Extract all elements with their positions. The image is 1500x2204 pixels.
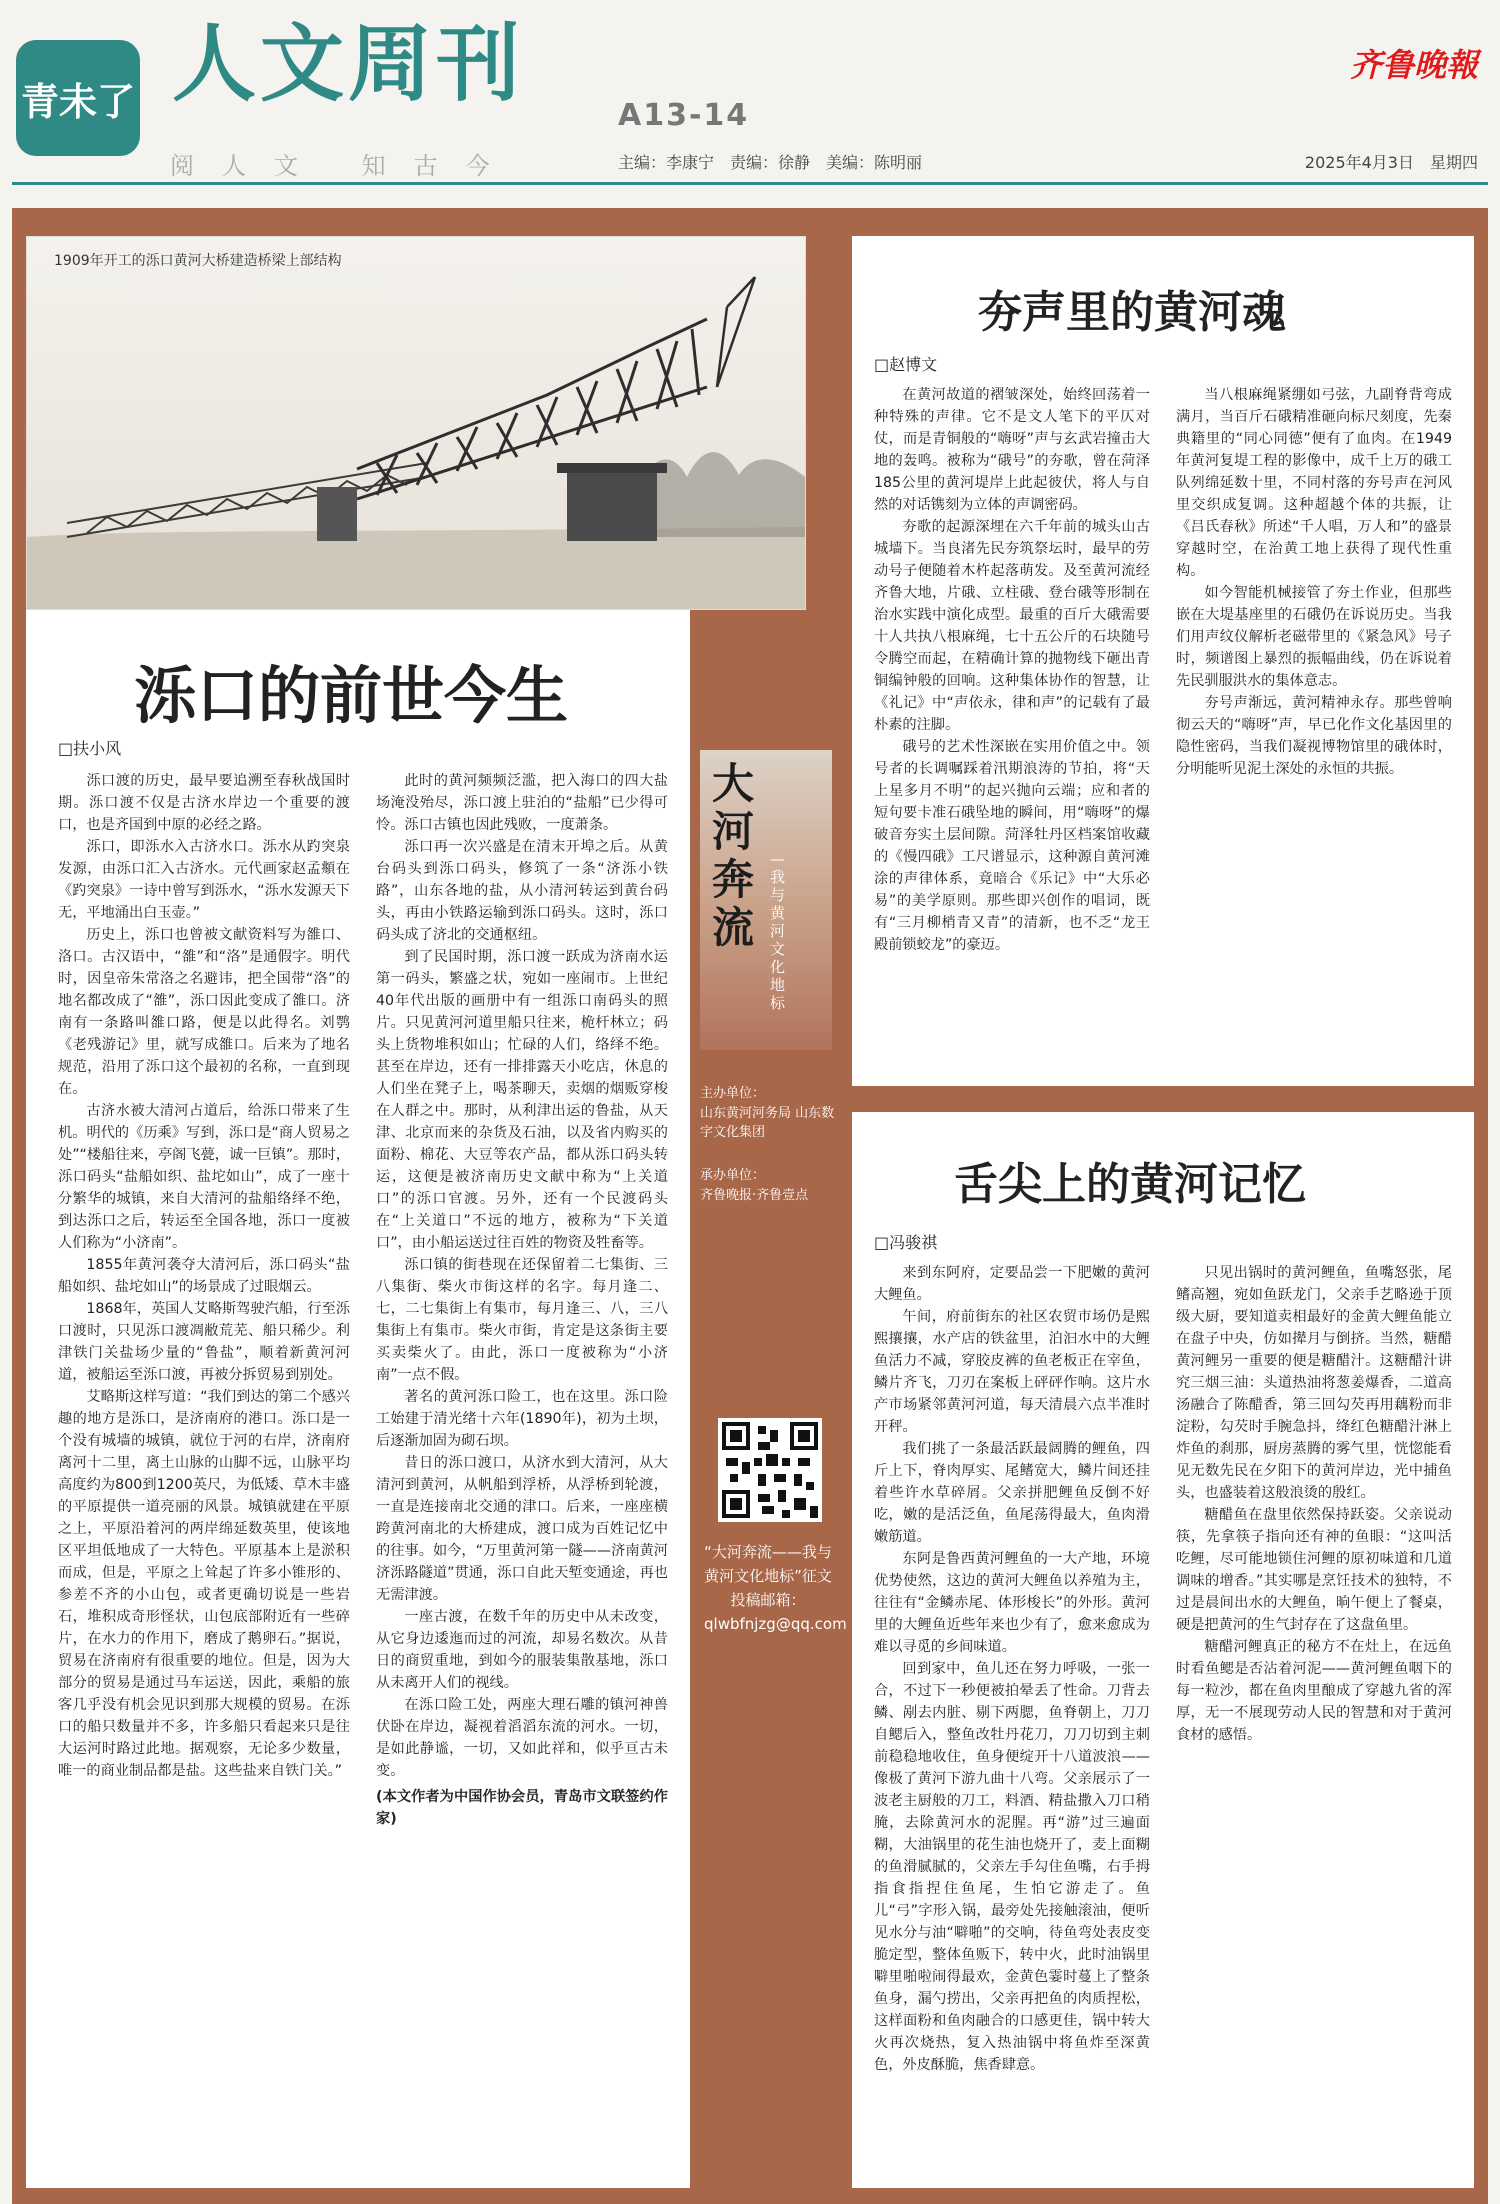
article-paragraph: 当八根麻绳紧绷如弓弦，九副脊背弯成满月，当百斤石硪精准砸向标尺刻度，先秦典籍里的“同心同德”便有了血肉。在1949年黄河复堤工程的影像中，成千上万的硪工队列绵延数十里，不同村落的夯号声在河风里交织成复调。这种超越个体的共振，让《吕氏春秋》所述“千人唱，万人和”的盛景穿越时空，在治黄工地上获得了现代性重构。 — [1176, 387, 1452, 579]
header-divider — [12, 182, 1488, 185]
article-paragraph: 夯歌的起源深埋在六千年前的城头山古城墙下。当良渚先民夯筑祭坛时，最早的劳动号子便随着木杵起落萌发。及至黄河流经齐鲁大地，片硪、立柱硪、登台硪等形制在治水实践中演化成型。最重的百斤大硪需要十人共执八根麻绳，七十五公斤的石块随号令腾空而起，在精确计算的抛物线下砸出青铜编钟般的回响。这种集体协作的智慧，让《礼记》中“声依永，律和声”的记载有了最朴素的注脚。 — [874, 519, 1150, 733]
page-number: A13-14 — [618, 98, 750, 133]
coorganizer-label: 承办单位： — [700, 1168, 766, 1183]
newspaper-logo: 齐鲁晚報 — [1349, 46, 1478, 84]
article-hangsheng — [852, 236, 1474, 1086]
author-note: (本文作者为中国作协会员，青岛市文联签约作家) — [376, 1789, 668, 1827]
article-paragraph: 如今智能机械接管了夯土作业，但那些嵌在大堤基座里的石硪仍在诉说历史。当我们用声纹仪解析老磁带里的《紧急风》号子时，频谱图上暴烈的振幅曲线，仍在诉说着先民驯服洪水的集体意志。 — [1176, 585, 1452, 689]
article-column — [1176, 1262, 1452, 2174]
article-paragraph: 泺口，即泺水入古济水口。泺水从趵突泉发源，由泺口汇入古济水。元代画家赵孟頫在《趵突泉》一诗中曾写到泺水，“泺水发源天下无，平地涌出白玉壶。” — [58, 839, 350, 921]
coorganizer-names: 齐鲁晚报·齐鲁壹点 — [700, 1188, 809, 1203]
article-body — [58, 770, 668, 2170]
article-column — [58, 770, 350, 2170]
column-badge-title: 大河奔流 — [712, 759, 755, 952]
column-badge-subtitle: —我与黄河文化地标 — [770, 850, 786, 1012]
article-author: □扶小风 — [58, 739, 122, 758]
article-paragraph: 到了民国时期，泺口渡一跃成为济南水运第一码头，繁盛之状，宛如一座闹市。上世纪40年代出版的画册中有一组泺口南码头的照片。只见黄河河道里船只往来，桅杆林立；码头上货物堆积如山；忙碌的人们，络绎不绝。甚至在岸边，还有一排排露天小吃店，休息的人们坐在凳子上，喝茶聊天，卖烟的烟贩穿梭在人群之中。那时，从利津出运的鲁盐，从天津、北京而来的杂货及石油，以及省内购买的面粉、棉花、大豆等农产品，都从泺口码头转运，这便是被济南历史文献中称为“上关道口”的泺口官渡。另外，还有一个民渡码头在“上关道口”不远的地方，被称为“下关道口”，由小船运送过往百姓的物资及牲畜等。 — [376, 949, 668, 1251]
article-paragraph: 在黄河故道的褶皱深处，始终回荡着一种特殊的声律。它不是文人笔下的平仄对仗，而是青铜般的“嗨呀”声与玄武岩撞击大地的轰鸣。被称为“硪号”的夯歌，曾在菏泽185公里的黄河堤岸上此起彼伏，将人与自然的对话镌刻为立体的声调密码。 — [874, 387, 1150, 513]
call-for-papers: “大河奔流——我与黄河文化地标”征文投稿邮箱：qlwbfnjzg@qq.com — [704, 1543, 847, 1633]
article-paragraph: 夯号声渐远，黄河精神永存。那些曾响彻云天的“嗨呀”声，早已化作文化基因里的隐性密码，当我们凝视博物馆里的硪体时，分明能听见泥土深处的永恒的共振。 — [1176, 695, 1452, 777]
bridge-illustration — [27, 237, 805, 609]
article-column — [1176, 384, 1452, 1074]
article-title: 泺口的前世今生 — [134, 659, 569, 732]
article-author: □冯骏祺 — [874, 1233, 938, 1252]
article-paragraph: 泺口再一次兴盛是在清末开埠之后。从黄台码头到泺口码头，修筑了一条“济泺小铁路”，山东各地的盐，从小清河转运到黄台码头，再由小铁路运输到泺口码头。这时，泺口码头成了济北的交通枢纽。 — [376, 839, 668, 943]
article-paragraph: 只见出锅时的黄河鲤鱼，鱼嘴怒张，尾鳍高翘，宛如鱼跃龙门，父亲手艺略逊于顶级大厨，要知道卖相最好的金黄大鲤鱼能立在盘子中央，仿如撵月与倒挤。当然，糖醋黄河鲤另一重要的便是糖醋汁。这糖醋汁讲究三烟三油：头道热油将葱姜爆香，二道高汤融合了陈醋香，第三回勾芡再用藕粉而非淀粉，勾芡时手腕急抖，绛红色糖醋汁淋上炸鱼的刹那，厨房蒸腾的雾气里，恍惚能看见无数先民在夕阳下的黄河岸边，光中捕鱼头，也盛装着这般浪烫的殷红。 — [1176, 1265, 1452, 1501]
article-paragraph: 回到家中，鱼儿还在努力呼吸，一张一合，不过下一秒便被拍晕丢了性命。刀背去鳞、剐去内脏、剔下两腮，鱼脊朝上，刀刀自鳃后入，整鱼改牡丹花刀，刀刀切到主刺前稳稳地收住，鱼身便绽开十八道波浪——像极了黄河下游九曲十八弯。父亲展示了一波老主厨般的刀工，料酒、精盐撒入刀口稍腌，去除黄河水的泥腥。再“游”过三遍面糊，大油锅里的花生油也烧开了，麦上面糊的鱼滑腻腻的，父亲左手勾住鱼嘴，右手拇指食指捏住鱼尾，生怕它游走了。鱼儿“弓”字形入锅，最旁处先接触滚油，便听见水分与油“噼啪”的交响，待鱼弯处表皮变脆定型，整体鱼贩下，转中火，此时油锅里噼里啪啦闹得最欢，金黄色霎时蔓上了整条鱼身，漏勺捞出，父亲再把鱼的肉质捏松，这样面粉和鱼肉融合的口感更佳，锅中转大火再次烧热，复入热油锅中将鱼炸至深黄色，外皮酥脆，焦香肆意。 — [874, 1661, 1150, 2073]
organizer-label: 主办单位： — [700, 1086, 766, 1101]
article-paragraph: 艾略斯这样写道：“我们到达的第二个感兴趣的地方是泺口，是济南府的港口。泺口是一个没有城墙的城镇，就位于河的右岸，济南府离河十二里，离土山脉的山脚不远，山脉平均高度约为800到1200英尺，为低矮、草木丰盛的平原提供一道亮丽的风景。城镇就建在平原之上，平原沿着河的两岸绵延数英里，使该地区平坦低地成了一大特色。平原基本上是淤积而成，但是，平原之上耸起了许多小锥形的、参差不齐的小山包，或者更确切说是一些岩石，堆积成奇形怪状，山包底部附近有一些碎片，在水力的作用下，磨成了鹅卵石。”据说，贸易在济南府有很重要的地位。但是，因为大部分的贸易是通过马车运送，因此，乘船的旅客几乎没有机会见识到那大规模的贸易。在泺口的船只数量并不多，许多船只看起来只是往大运河时路过此地。据观察，无论多少数量，唯一的商业制品都是盐。这些盐来自铁门关。” — [58, 1389, 350, 1779]
logo-text: 青未了 — [20, 78, 135, 124]
article-title: 夯声里的黄河魂 — [978, 287, 1286, 338]
supplement-logo — [16, 40, 140, 156]
article-paragraph: 来到东阿府，定要品尝一下肥嫩的黄河大鲤鱼。 — [874, 1265, 1150, 1303]
dateline: 2025年4月3日 星期四 — [1304, 153, 1478, 172]
article-paragraph: 此时的黄河频频泛滥，把入海口的四大盐场淹没殆尽，泺口渡上驻泊的“盐船”已少得可怜。泺口古镇也因此残败，一度萧条。 — [376, 773, 668, 833]
article-paragraph: 昔日的泺口渡口，从济水到大清河，从大清河到黄河，从帆船到浮桥，从浮桥到轮渡，一直是连接南北交通的津口。后来，一座座横跨黄河南北的大桥建成，渡口成为百姓记忆中的往事。如今，“万里黄河第一隧——济南黄河济泺路隧道”贯通，泺口自此天堑变通途，再也无需津渡。 — [376, 1455, 668, 1603]
qr-code[interactable] — [718, 1418, 822, 1522]
article-body — [874, 384, 1452, 1074]
article-body — [874, 1262, 1452, 2174]
article-column — [874, 384, 1150, 1074]
article-paragraph: 糖醋鱼在盘里依然保持跃姿。父亲说动筷，先拿筷子指向还有神的鱼眼：“这叫活吃鲤，尽可能地锁住河鲤的原初味道和几道调味的增香。”其实哪是烹饪技术的独特，不过是晨间出水的大鲤鱼，晌午便上了餐桌，硬是把黄河的生气封存在了这盘鱼里。 — [1176, 1507, 1452, 1633]
organizer-names: 山东黄河河务局 山东数字文化集团 — [700, 1106, 835, 1140]
article-paragraph: 糖醋河鲤真正的秘方不在灶上，在远鱼时看鱼鳃是否沾着河泥——黄河鲤鱼咽下的每一粒沙，都在鱼肉里酿成了穿越九省的浑厚，无一不展现劳动人民的智慧和对于黄河食材的感悟。 — [1176, 1639, 1452, 1743]
article-paragraph: 泺口渡的历史，最早要追溯至春秋战国时期。泺口渡不仅是古济水岸边一个重要的渡口，也是齐国到中原的必经之路。 — [58, 773, 350, 833]
supplement-title: 人文周刊 — [172, 14, 525, 113]
article-sheerjian — [852, 1112, 1474, 2188]
qr-code-icon — [722, 1422, 818, 1518]
article-paragraph: 泺口镇的街巷现在还保留着二七集街、三八集街、柴火市街这样的名字。每月逢二、七，二七集街上有集市，每月逢三、八，三八集街上有集市。柴火市街，肯定是这条街主要买卖柴火了。由此，泺口一度被称为“小济南”一点不假。 — [376, 1257, 668, 1383]
article-column — [376, 770, 668, 2170]
article-luokou — [26, 610, 690, 2188]
editors-line: 主编：李康宁 责编：徐静 美编：陈明丽 — [618, 153, 923, 172]
article-paragraph: 著名的黄河泺口险工，也在这里。泺口险工始建于清光绪十六年(1890年)，初为土坝，后逐渐加固为砌石坝。 — [376, 1389, 668, 1449]
article-paragraph: 在泺口险工处，两座大理石雕的镇河神兽伏卧在岸边，凝视着滔滔东流的河水。一切，是如此静谧，一切，又如此祥和，似乎亘古未变。 — [376, 1697, 668, 1779]
article-paragraph: 我们挑了一条最活跃最阔腾的鲤鱼，四斤上下，脊肉厚实、尾鳍宽大，鳞片间还挂着些许水草碎屑。父亲拼肥鲤鱼反倒不好吃，嫩的是活泛鱼，鱼尾荡得最大，鱼肉滑嫩筋道。 — [874, 1441, 1150, 1545]
article-paragraph: 1855年黄河袭夺大清河后，泺口码头“盐船如织、盐坨如山”的场景成了过眼烟云。 — [58, 1257, 350, 1295]
article-paragraph: 一座古渡，在数千年的历史中从未改变，从它身边逶迤而过的河流，却易名数次。从昔日的商贸重地，到如今的服装集散基地，泺口从未离开人们的视线。 — [376, 1609, 668, 1691]
article-paragraph: 午间，府前街东的社区农贸市场仍是熙熙攘攘，水产店的铁盆里，泊汩水中的大鲤鱼活力不减，穿胶皮裤的鱼老板正在宰鱼，鳞片齐飞，刀刃在案板上砰砰作响。这片水产市场紧邻黄河河道，每天清晨六点半准时开秤。 — [874, 1309, 1150, 1435]
article-paragraph: 硪号的艺术性深嵌在实用价值之中。领号者的长调嘱踩着汛期浪涛的节拍，将“天上星多月不明”的起兴抛向云端；应和者的短句要卡准石硪坠地的瞬间，用“嗨呀”的爆破音夯实土层间隙。菏泽牡丹区档案馆收藏的《慢四硪》工尺谱显示，这种源自黄河滩涂的声律体系，竟暗合《乐记》中“大乐必易”的美学原则。那些即兴创作的唱词，既有“三月柳梢青又青”的清新，也不乏“龙王殿前锁蛟龙”的豪迈。 — [874, 739, 1150, 953]
slogan: 阅人文 知古今 — [170, 152, 518, 180]
article-paragraph: 东阿是鲁西黄河鲤鱼的一大产地，环境优势使然，这边的黄河大鲤鱼以养殖为主，往往有“金鳞赤尾、体形梭长”的外形。黄河里的大鲤鱼近些年来也少有了，愈来愈成为难以寻觅的乡间味道。 — [874, 1551, 1150, 1655]
article-author: □赵博文 — [874, 355, 938, 374]
photo-caption: 1909年开工的泺口黄河大桥建造桥梁上部结构 — [54, 253, 342, 269]
article-title: 舌尖上的黄河记忆 — [954, 1159, 1306, 1210]
article-column — [874, 1262, 1150, 2174]
article-paragraph: 1868年，英国人艾略斯驾驶汽船，行至泺口渡时，只见泺口渡凋敝荒芜、船只稀少。利津铁门关盐场少量的“鲁盐”，顺着新黄河河道，被船运至泺口渡，再被分拆贸易到别处。 — [58, 1301, 350, 1383]
bridge-photo — [26, 236, 806, 610]
article-paragraph: 古济水被大清河占道后，给泺口带来了生机。明代的《历乘》写到，泺口是“商人贸易之处”“楼船往来，亭阁飞甍，诚一巨镇”。那时，泺口码头“盐船如织、盐坨如山”，成了一座十分繁华的城镇，来自大清河的盐船络绎不绝，到达泺口之后，转运至全国各地，泺口一度被人们称为“小济南”。 — [58, 1103, 350, 1251]
article-paragraph: 历史上，泺口也曾被文献资料写为雒口、洛口。古汉语中，“雒”和“洛”是通假字。明代时，因皇帝朱常洛之名避讳，把全国带“洛”的地名都改成了“雒”，泺口因此变成了雒口。济南有一条路叫雒口路，便是以此得名。刘鹗《老残游记》里，就写成雒口。后来为了地名规范，沿用了泺口这个最初的名称，一直到现在。 — [58, 927, 350, 1097]
